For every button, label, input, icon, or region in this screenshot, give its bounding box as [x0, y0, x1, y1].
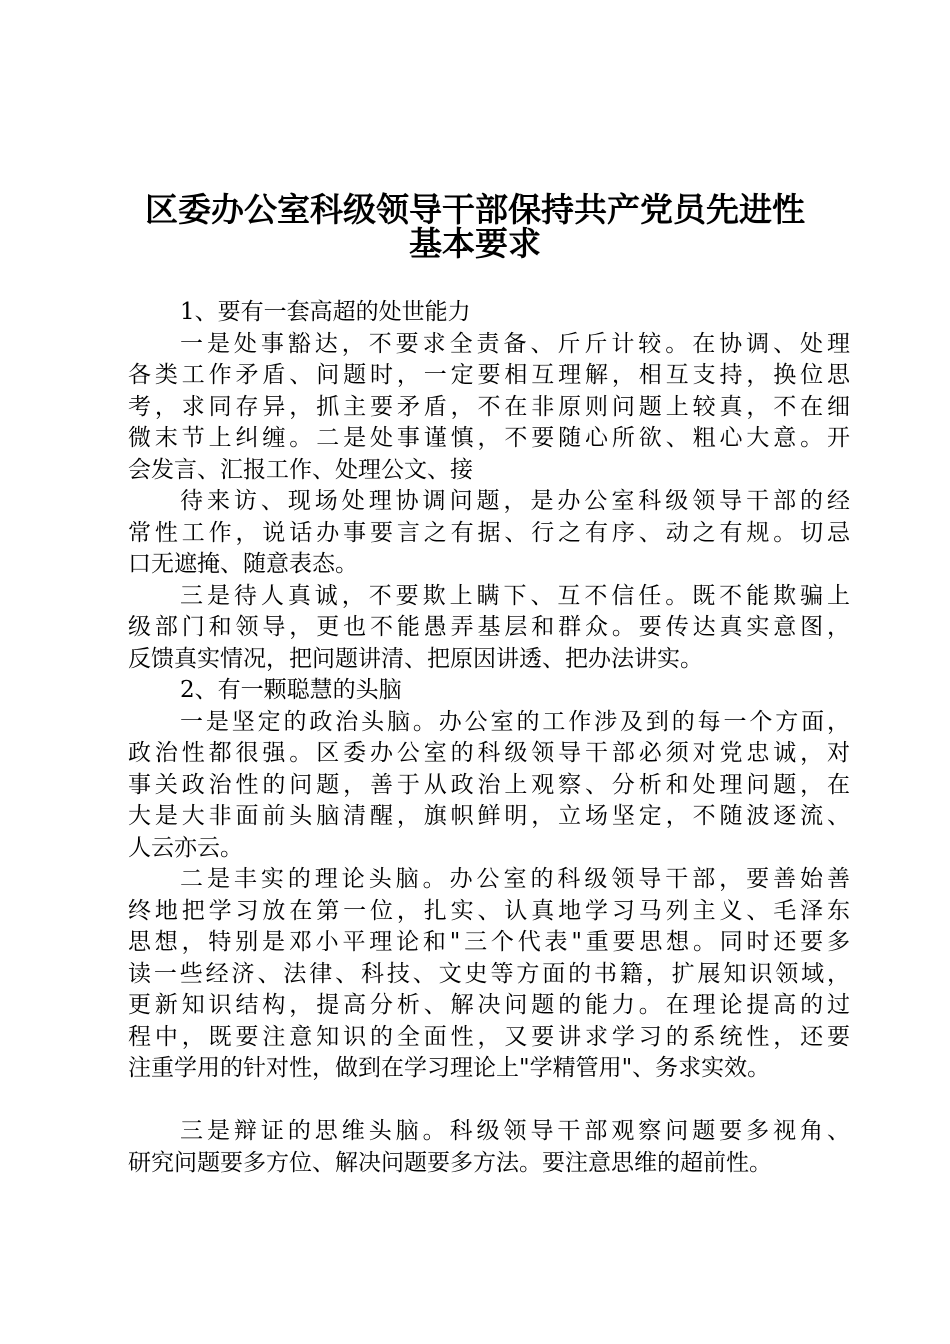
paragraph-line: 终地把学习放在第一位，扎实、认真地学习马列主义、毛泽东 — [128, 897, 850, 924]
document-title-line-2: 基本要求 — [409, 224, 541, 263]
paragraph-line: 一是坚定的政治头脑。办公室的工作涉及到的每一个方面， — [180, 708, 850, 735]
section-heading-2: 2、有一颗聪慧的头脑 — [180, 677, 402, 703]
paragraph-line: 读一些经济、法律、科技、文史等方面的书籍，扩展知识领域， — [128, 960, 850, 987]
paragraph-line: 二是丰实的理论头脑。办公室的科级领导干部，要善始善 — [180, 866, 850, 892]
blank-line — [128, 1085, 850, 1117]
section-heading-1: 1、要有一套高超的处世能力 — [180, 299, 471, 325]
paragraph-line: 一是处事豁达，不要求全责备、斤斤计较。在协调、处理 — [180, 330, 850, 357]
paragraph-line: 会发言、汇报工作、处理公文、接 — [128, 456, 473, 483]
paragraph-line: 待来访、现场处理协调问题，是办公室科级领导干部的经 — [180, 488, 850, 514]
document-body — [128, 297, 850, 1179]
paragraph-line: 考，求同存异，抓主要矛盾，不在非原则问题上较真，不在细 — [128, 393, 850, 420]
paragraph-line: 口无遮掩、随意表态。 — [128, 551, 358, 577]
paragraph-line: 各类工作矛盾、问题时，一定要相互理解，相互支持，换位思 — [128, 362, 850, 388]
paragraph-line: 思想，特别是邓小平理论和"三个代表"重要思想。同时还要多 — [128, 929, 850, 955]
paragraph-line: 级部门和领导，更也不能愚弄基层和群众。要传达真实意图， — [128, 614, 850, 640]
paragraph-line: 注重学用的针对性，做到在学习理论上"学精管用"、务求实效。 — [128, 1055, 771, 1081]
paragraph-line: 研究问题要多方位、解决问题要多方法。要注意思维的超前性。 — [128, 1149, 772, 1176]
paragraph-line: 更新知识结构，提高分析、解决问题的能力。在理论提高的过 — [128, 992, 850, 1018]
paragraph-line: 反馈真实情况，把问题讲清、把原因讲透、把办法讲实。 — [128, 645, 703, 672]
paragraph-line: 程中，既要注意知识的全面性，又要讲求学习的系统性，还要 — [128, 1023, 850, 1050]
document-title-line-1: 区委办公室科级领导干部保持共产党员先进性 — [145, 190, 805, 229]
paragraph-line: 三是辩证的思维头脑。科级领导干部观察问题要多视角、 — [180, 1118, 850, 1144]
paragraph-line: 大是大非面前头脑清醒，旗帜鲜明，立场坚定，不随波逐流、 — [128, 803, 850, 829]
paragraph-line: 事关政治性的问题，善于从政治上观察、分析和处理问题，在 — [128, 771, 850, 798]
paragraph-line: 微末节上纠缠。二是处事谨慎，不要随心所欲、粗心大意。开 — [128, 425, 850, 451]
paragraph-line: 常性工作，说话办事要言之有据、行之有序、动之有规。切忌 — [128, 519, 850, 546]
paragraph-line: 人云亦云。 — [128, 834, 243, 861]
paragraph-line: 三是待人真诚，不要欺上瞒下、互不信任。既不能欺骗上 — [180, 582, 850, 609]
paragraph-line: 政治性都很强。区委办公室的科级领导干部必须对党忠诚，对 — [128, 740, 850, 766]
